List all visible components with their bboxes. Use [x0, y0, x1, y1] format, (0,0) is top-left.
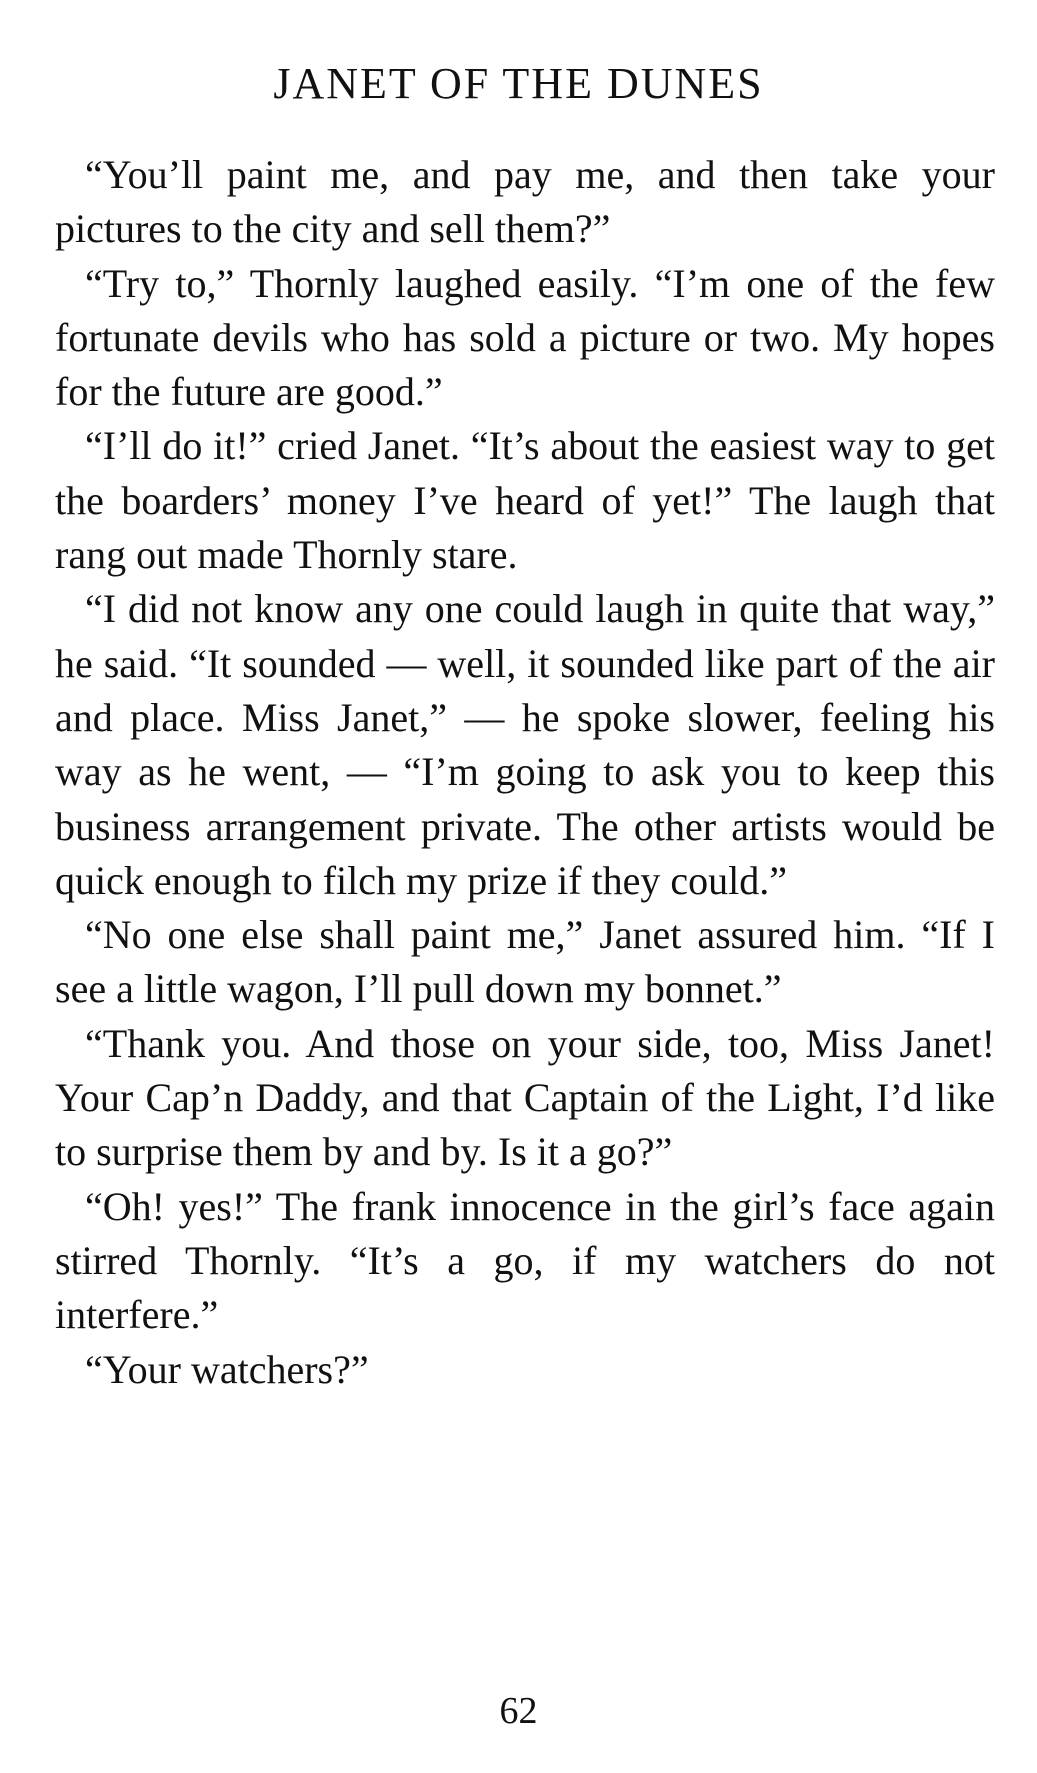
paragraph: “I’ll do it!” cried Janet. “It’s about the easiest way to get the boarders’ money I’ve heard of yet!” The laugh that rang out made Thornly stare. [55, 423, 995, 578]
paragraph: “No one else shall paint me,” Janet assured him. “If I see a little wagon, I’ll pull down my bonnet.” [55, 912, 995, 1012]
page-number: 62 [499, 1690, 538, 1732]
running-head: JANET OF THE DUNES [273, 59, 764, 108]
body-text [55, 148, 995, 1397]
paragraph: “I did not know any one could laugh in quite that way,” he said. “It sounded — well, it sounded like part of the air and place. Miss Janet,” — he spoke slower, feeling his way as he went, — “I’m going to ask you to keep this business arrangement private. The other artists would be quick enough to filch my prize if they could.” [55, 586, 995, 903]
paragraph: “Your watchers?” [85, 1346, 369, 1392]
paragraph: “Thank you. And those on your side, too, Miss Janet! Your Cap’n Daddy, and that Captain of the Light, I’d like to surprise them by and by. Is it a go?” [55, 1020, 995, 1175]
paragraph: “Try to,” Thornly laughed easily. “I’m one of the few fortunate devils who has sold a picture or two. My hopes for the future are good.” [55, 260, 995, 415]
paragraph: “You’ll paint me, and pay me, and then take your pictures to the city and sell them?” [55, 152, 995, 252]
paragraph: “Oh! yes!” The frank innocence in the girl’s face again stirred Thornly. “It’s a go, if my watchers do not interfere.” [55, 1183, 995, 1338]
